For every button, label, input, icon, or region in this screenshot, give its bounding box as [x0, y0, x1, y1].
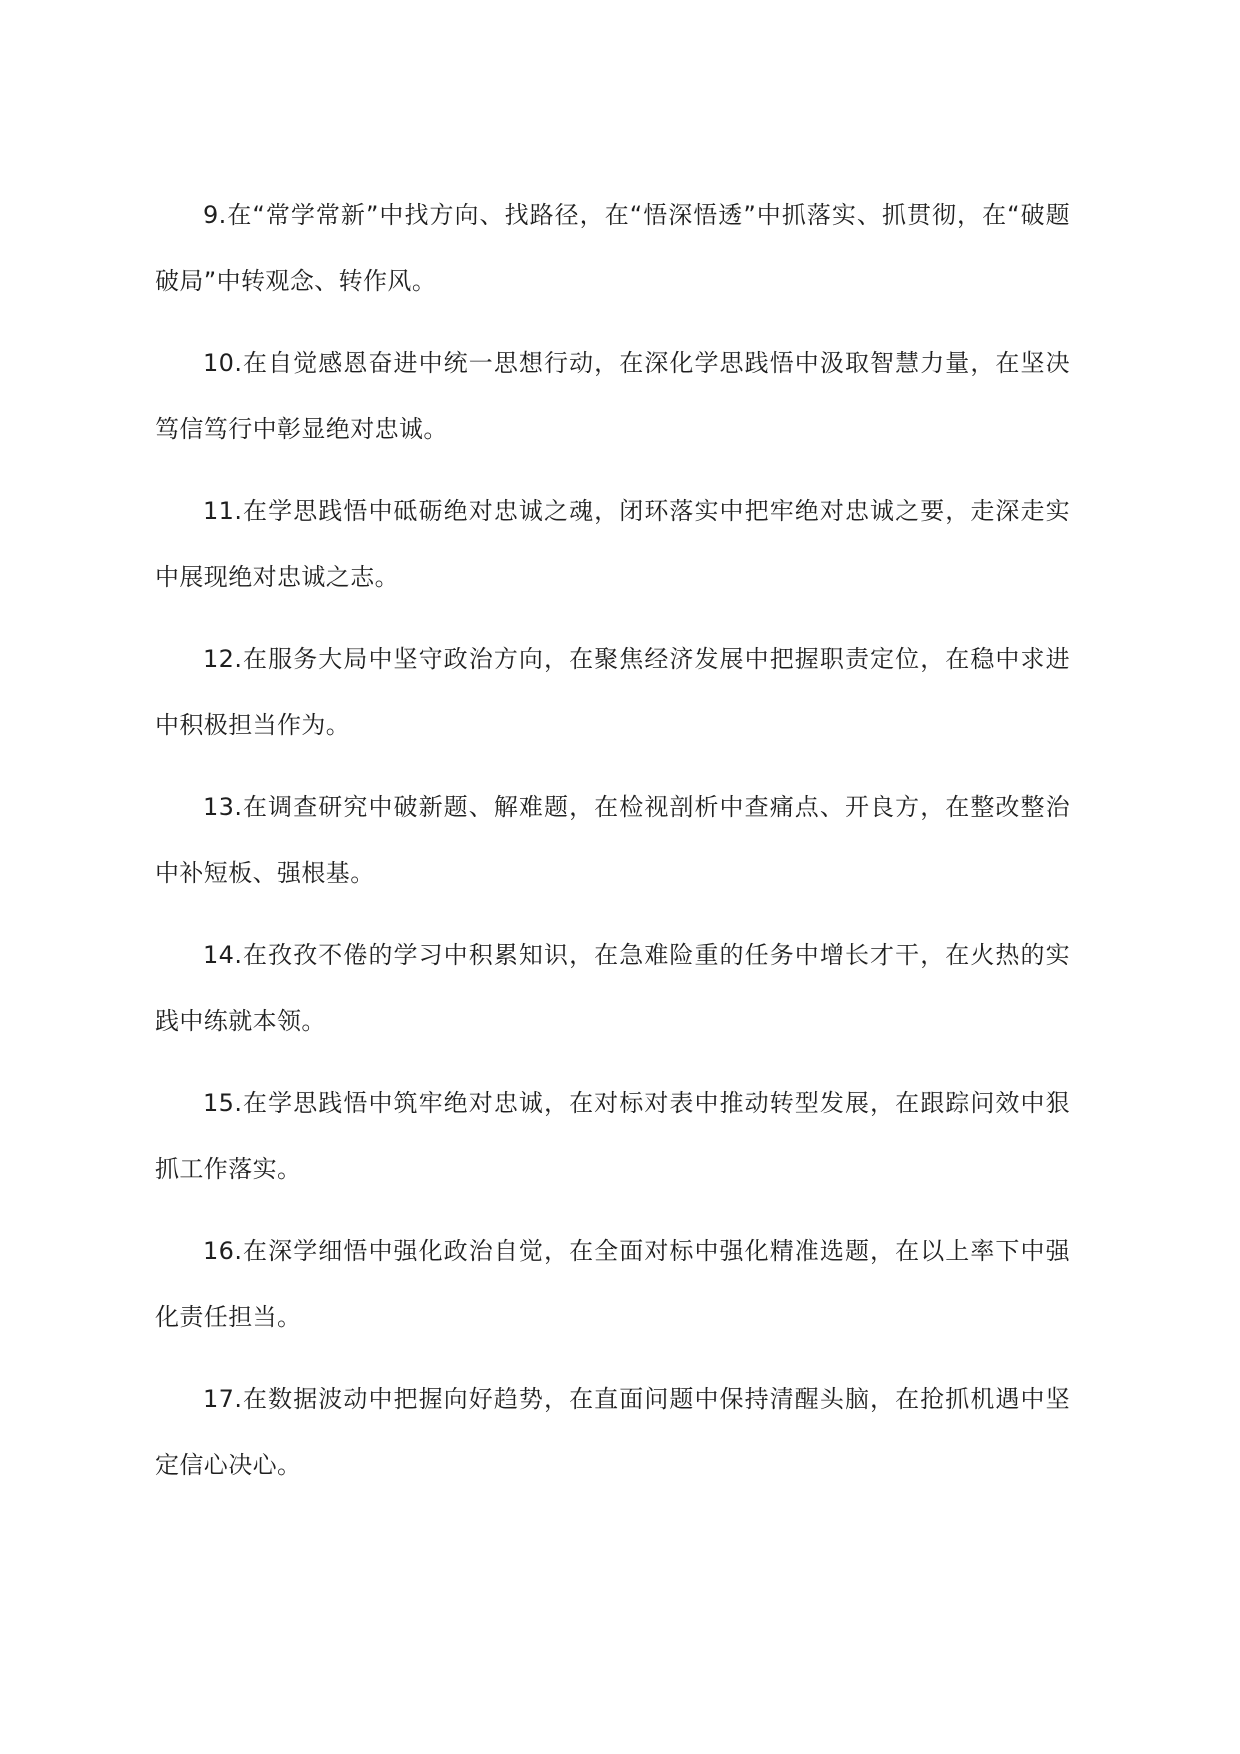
paragraph-11: 11.在学思践悟中砥砺绝对忠诚之魂，闭环落实中把牢绝对忠诚之要，走深走实中展现绝对忠诚之志。	[155, 497, 1070, 591]
paragraph-14: 14.在孜孜不倦的学习中积累知识，在急难险重的任务中增长才干，在火热的实践中练就本领。	[155, 941, 1070, 1035]
document-body	[155, 182, 1070, 1514]
paragraph-10: 10.在自觉感恩奋进中统一思想行动，在深化学思践悟中汲取智慧力量，在坚决笃信笃行中彰显绝对忠诚。	[155, 349, 1070, 443]
paragraph-17: 17.在数据波动中把握向好趋势，在直面问题中保持清醒头脑，在抢抓机遇中坚定信心决心。	[155, 1385, 1070, 1479]
paragraph-13: 13.在调查研究中破新题、解难题，在检视剖析中查痛点、开良方，在整改整治中补短板、强根基。	[155, 793, 1070, 887]
paragraph-15: 15.在学思践悟中筑牢绝对忠诚，在对标对表中推动转型发展，在跟踪问效中狠抓工作落实。	[155, 1089, 1070, 1183]
paragraph-12: 12.在服务大局中坚守政治方向，在聚焦经济发展中把握职责定位，在稳中求进中积极担当作为。	[155, 645, 1070, 739]
paragraph-16: 16.在深学细悟中强化政治自觉，在全面对标中强化精准选题，在以上率下中强化责任担当。	[155, 1237, 1070, 1331]
paragraph-9: 9.在“常学常新”中找方向、找路径，在“悟深悟透”中抓落实、抓贯彻，在“破题破局”中转观念、转作风。	[155, 201, 1070, 295]
